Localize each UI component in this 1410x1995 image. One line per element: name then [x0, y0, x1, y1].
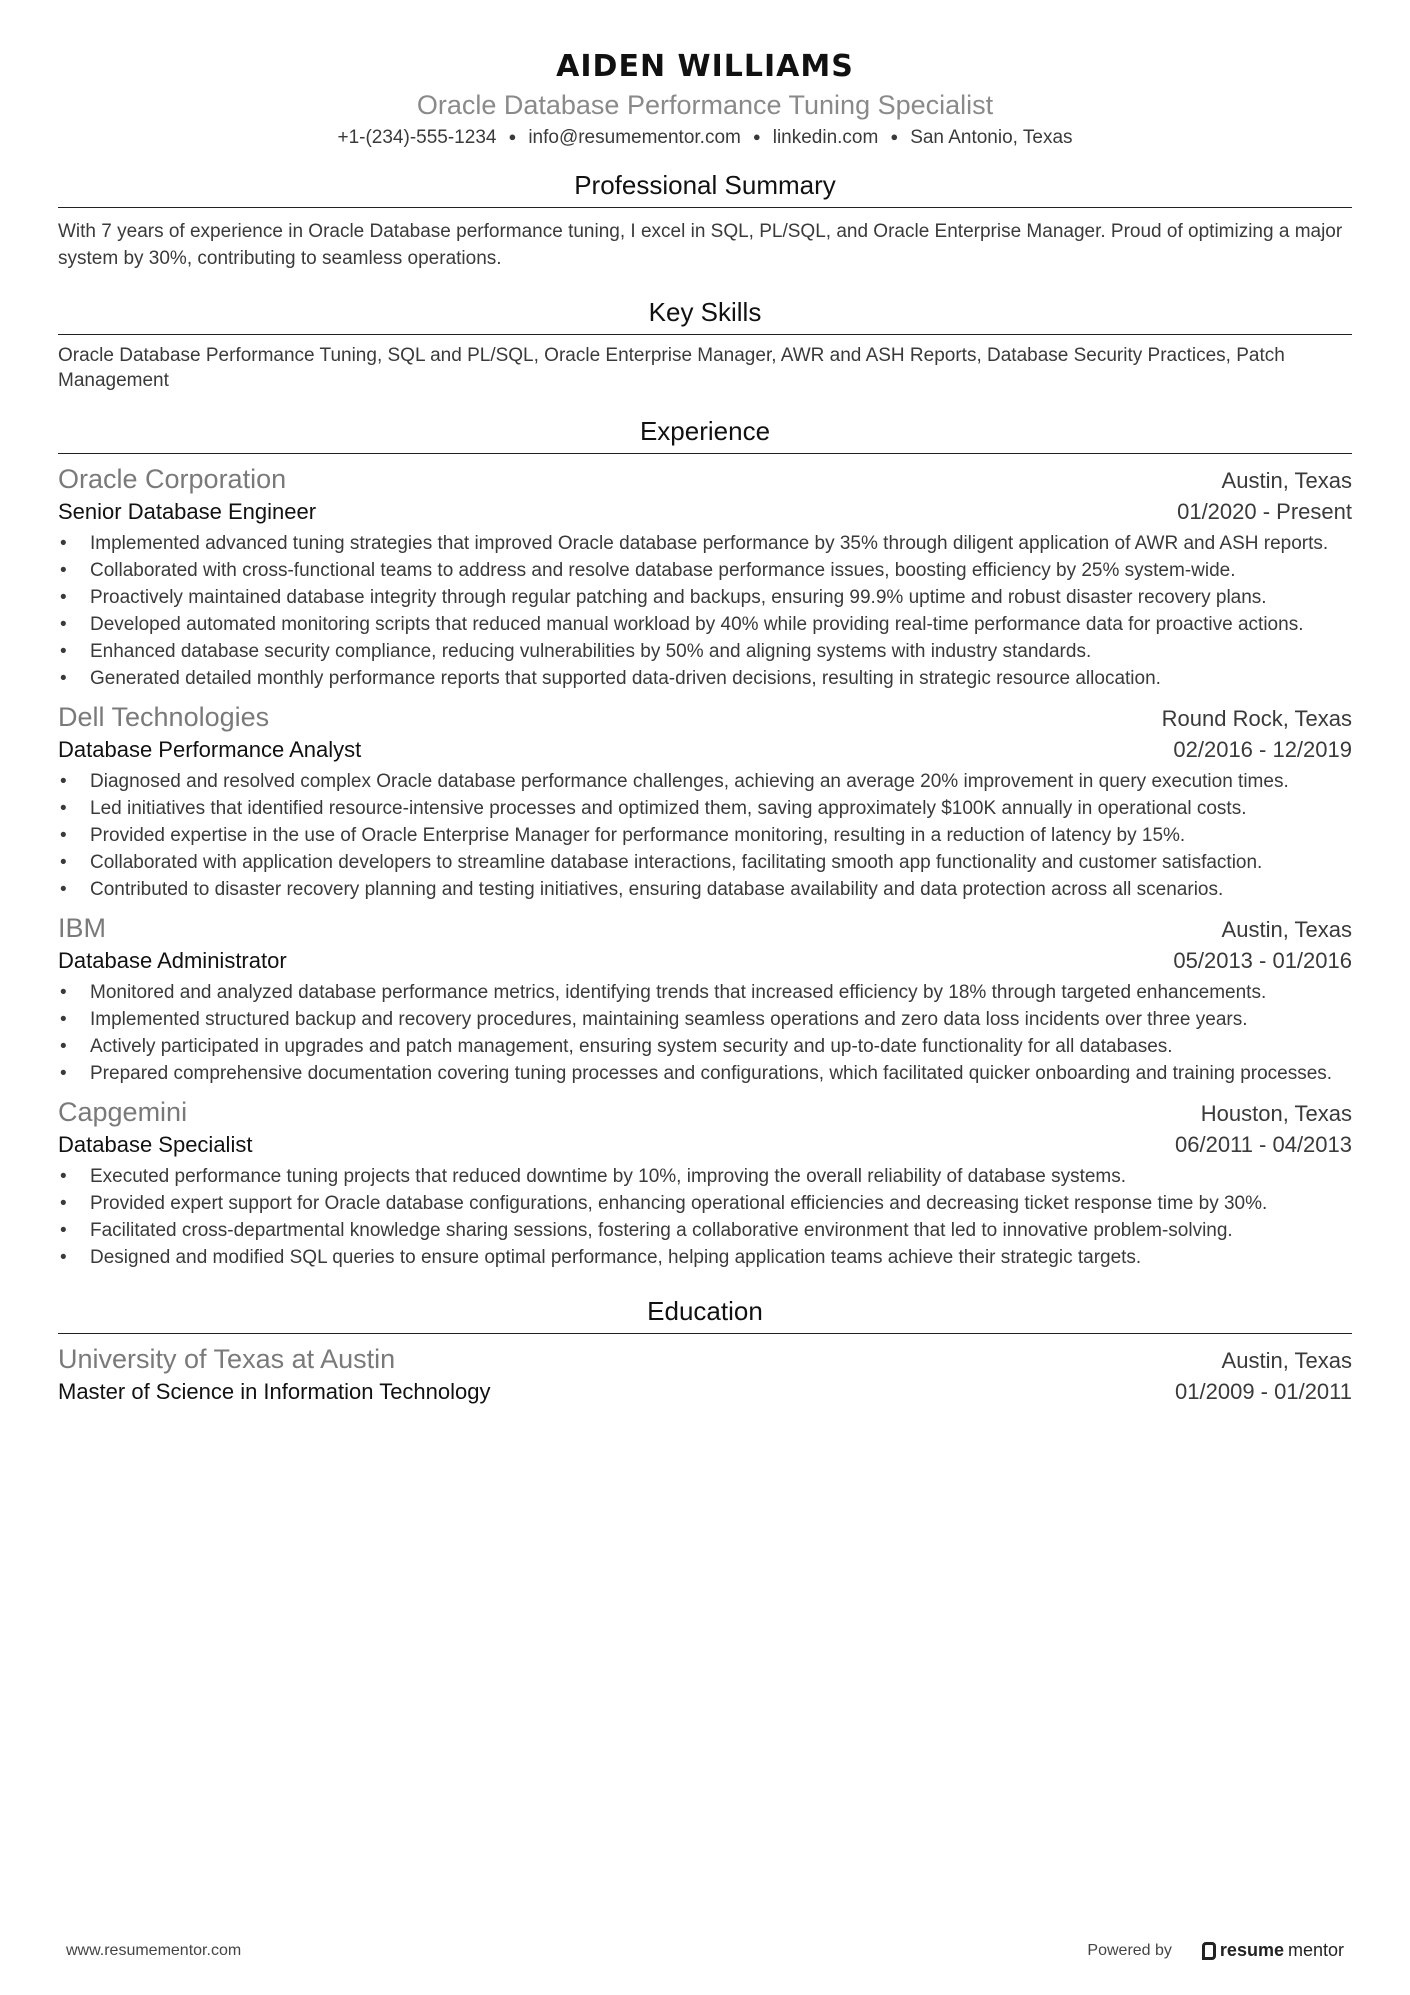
experience-entry: [58, 911, 1352, 1087]
bullet-item: • Executed performance tuning projects that reduced downtime by 10%, improving the overall reliability of database systems.: [90, 1163, 1352, 1190]
brand-name-light: mentor: [1287, 1940, 1344, 1960]
experience-section: [58, 415, 1352, 1271]
job-location: Austin, Texas: [1221, 917, 1352, 942]
job-bullets: [58, 979, 1352, 1087]
bullet-item: • Designed and modified SQL queries to ensure optimal performance, helping application teams achieve their strategic targets.: [90, 1244, 1352, 1271]
bullet-item: • Provided expertise in the use of Oracle Enterprise Manager for performance monitoring, resulting in a reduction of latency by 15%.: [90, 822, 1352, 849]
degree: Master of Science in Information Technology: [58, 1379, 491, 1404]
experience-list: [58, 462, 1352, 1271]
bullet-item: • Actively participated in upgrades and patch management, ensuring system security and up-to-date functionality for all databases.: [90, 1033, 1352, 1060]
candidate-name: AIDEN WILLIAMS: [556, 49, 854, 84]
resume-page: [58, 46, 1352, 1408]
job-location: Round Rock, Texas: [1161, 706, 1352, 731]
bullet-item: • Led initiatives that identified resource-intensive processes and optimized them, saving approximately $100K annually in operational costs.: [90, 795, 1352, 822]
bullet-item: • Proactively maintained database integrity through regular patching and backups, ensuring 99.9% uptime and robust disaster recovery plans.: [90, 584, 1352, 611]
job-bullets: [58, 1163, 1352, 1271]
bullet-item: • Implemented advanced tuning strategies that improved Oracle database performance by 35% through diligent application of AWR and ASH reports.: [90, 530, 1352, 557]
section-heading: Professional Summary: [58, 169, 1352, 208]
skills-section: [58, 296, 1352, 393]
section-heading: Key Skills: [58, 296, 1352, 335]
company-name: IBM: [58, 913, 107, 943]
contact-email[interactable]: info@resumementor.com: [528, 127, 741, 148]
bullet-item: • Generated detailed monthly performance reports that supported data-driven decisions, resulting in strategic resource allocation.: [90, 665, 1352, 692]
contact-linkedin[interactable]: linkedin.com: [772, 127, 879, 148]
company-name: Oracle Corporation: [58, 464, 287, 494]
experience-entry: [58, 1095, 1352, 1271]
company-name: Capgemini: [58, 1097, 188, 1127]
bullet-item: • Implemented structured backup and recovery procedures, maintaining seamless operations and zero data loss incidents over three years.: [90, 1006, 1352, 1033]
bullet-item: • Facilitated cross-departmental knowledge sharing sessions, fostering a collaborative environment that led to innovative problem-solving.: [90, 1217, 1352, 1244]
bullet-item: • Enhanced database security compliance, reducing vulnerabilities by 50% and aligning systems with industry standards.: [90, 638, 1352, 665]
education-section: [58, 1295, 1352, 1408]
job-role: Database Specialist: [58, 1132, 253, 1157]
job-bullets: [58, 530, 1352, 692]
contact-line: [58, 124, 1352, 151]
bullet-item: • Diagnosed and resolved complex Oracle database performance challenges, achieving an average 20% improvement in query execution times.: [90, 768, 1352, 795]
summary-section: [58, 169, 1352, 272]
company-name: Dell Technologies: [58, 702, 270, 732]
job-role: Senior Database Engineer: [58, 499, 317, 524]
section-heading: Experience: [58, 415, 1352, 454]
education-entry: [58, 1342, 1352, 1408]
separator-dot: ●: [890, 129, 899, 144]
brand-logo[interactable]: [1202, 1940, 1344, 1961]
separator-dot: ●: [752, 129, 761, 144]
job-dates: 01/2020 - Present: [1177, 499, 1352, 524]
bullet-item: • Collaborated with cross-functional teams to address and resolve database performance issues, boosting efficiency by 25% system-wide.: [90, 557, 1352, 584]
job-bullets: [58, 768, 1352, 903]
bullet-item: • Provided expert support for Oracle database configurations, enhancing operational efficiencies and decreasing ticket response time by 30%.: [90, 1190, 1352, 1217]
bullet-item: • Developed automated monitoring scripts that reduced manual workload by 40% while providing real-time performance data for proactive actions.: [90, 611, 1352, 638]
separator-dot: ●: [508, 129, 517, 144]
summary-text: With 7 years of experience in Oracle Database performance tuning, I excel in SQL, PL/SQL, and Oracle Enterprise Manager. Proud of optimizing a major system by 30%, contributing to seamless operations.: [58, 221, 1343, 269]
bullet-item: • Prepared comprehensive documentation covering tuning processes and configurations, which facilitated quicker onboarding and training processes.: [90, 1060, 1352, 1087]
job-location: Houston, Texas: [1200, 1101, 1352, 1126]
powered-by: [1087, 1940, 1344, 1961]
section-heading: Education: [58, 1295, 1352, 1334]
bullet-item: • Contributed to disaster recovery planning and testing initiatives, ensuring database availability and data protection across all scenarios.: [90, 876, 1352, 903]
contact-phone: +1-(234)-555-1234: [337, 127, 497, 148]
skills-text: Oracle Database Performance Tuning, SQL and PL/SQL, Oracle Enterprise Manager, AWR and ASH Reports, Database Security Practices, Patch Management: [58, 345, 1285, 391]
resumementor-logo-icon: [1202, 1942, 1216, 1960]
powered-by-label: Powered by: [1087, 1941, 1172, 1959]
page-footer: [66, 1940, 1344, 1961]
education-dates: 01/2009 - 01/2011: [1175, 1379, 1352, 1404]
job-dates: 06/2011 - 04/2013: [1175, 1132, 1352, 1157]
job-role: Database Administrator: [58, 948, 287, 973]
experience-entry: [58, 700, 1352, 903]
school-location: Austin, Texas: [1221, 1348, 1352, 1373]
experience-entry: [58, 462, 1352, 692]
school-name: University of Texas at Austin: [58, 1344, 396, 1374]
job-location: Austin, Texas: [1221, 468, 1352, 493]
bullet-item: • Monitored and analyzed database performance metrics, identifying trends that increased efficiency by 18% through targeted enhancements.: [90, 979, 1352, 1006]
job-dates: 02/2016 - 12/2019: [1173, 737, 1352, 762]
job-role: Database Performance Analyst: [58, 737, 362, 762]
contact-location: San Antonio, Texas: [910, 127, 1073, 148]
bullet-item: • Collaborated with application developers to streamline database interactions, facilitating smooth app functionality and customer satisfaction.: [90, 849, 1352, 876]
candidate-title: Oracle Database Performance Tuning Specialist: [416, 90, 994, 120]
footer-site-link[interactable]: www.resumementor.com: [66, 1941, 242, 1959]
job-dates: 05/2013 - 01/2016: [1173, 948, 1352, 973]
brand-name-bold: resume: [1219, 1940, 1284, 1960]
